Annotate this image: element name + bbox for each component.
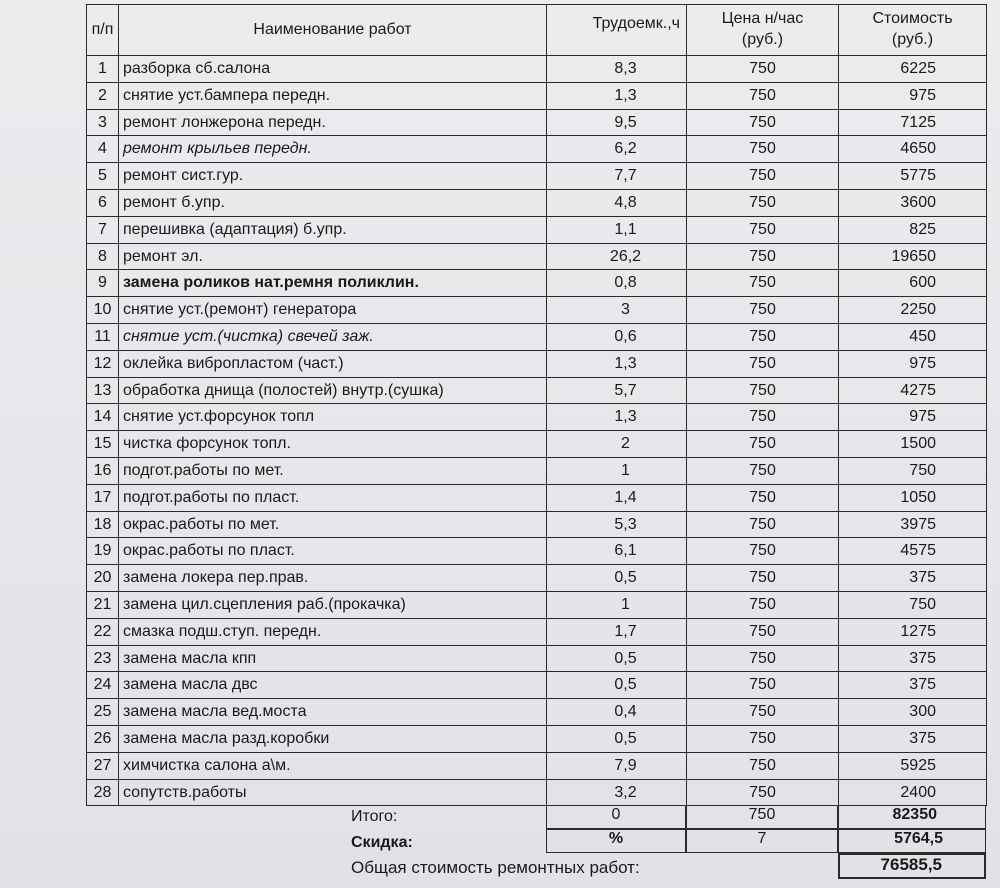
discount-unit: % — [546, 829, 686, 853]
row-cost: 975 — [839, 350, 987, 377]
row-price: 750 — [687, 82, 839, 109]
row-name: замена роликов нат.ремня поликлин. — [119, 270, 547, 297]
table-row — [87, 323, 987, 350]
table-row — [87, 136, 987, 163]
row-num: 17 — [87, 484, 119, 511]
works-table — [86, 4, 987, 806]
itogo-hours: 0 — [546, 805, 686, 829]
row-num: 8 — [87, 243, 119, 270]
row-num: 13 — [87, 377, 119, 404]
table-row — [87, 297, 987, 324]
row-hours: 0,5 — [547, 645, 687, 672]
row-name: замена масла вед.моста — [119, 699, 547, 726]
row-name: подгот.работы по пласт. — [119, 484, 547, 511]
table-row — [87, 377, 987, 404]
row-num: 28 — [87, 779, 119, 806]
row-hours: 3,2 — [547, 779, 687, 806]
table-row — [87, 431, 987, 458]
row-name: сопутств.работы — [119, 779, 547, 806]
row-price: 750 — [687, 565, 839, 592]
table-row — [87, 82, 987, 109]
row-num: 6 — [87, 189, 119, 216]
row-name: снятие уст.форсунок топл — [119, 404, 547, 431]
row-num: 14 — [87, 404, 119, 431]
table-row — [87, 725, 987, 752]
row-hours: 0,6 — [547, 323, 687, 350]
table-row — [87, 56, 987, 83]
row-hours: 4,8 — [547, 189, 687, 216]
table-row — [87, 511, 987, 538]
header-cost — [839, 5, 987, 56]
row-num: 4 — [87, 136, 119, 163]
row-price: 750 — [687, 538, 839, 565]
row-price: 750 — [687, 699, 839, 726]
row-name: замена масла кпп — [119, 645, 547, 672]
row-name: замена масла разд.коробки — [119, 725, 547, 752]
row-name: ремонт крыльев передн. — [119, 136, 547, 163]
table-header-row — [87, 5, 987, 56]
header-price-line1: Цена н/час — [721, 10, 804, 28]
row-num: 16 — [87, 457, 119, 484]
row-price: 750 — [687, 404, 839, 431]
row-cost: 750 — [839, 457, 987, 484]
row-hours: 7,9 — [547, 752, 687, 779]
row-cost: 750 — [839, 591, 987, 618]
row-num: 3 — [87, 109, 119, 136]
row-name: ремонт б.упр. — [119, 189, 547, 216]
row-cost: 975 — [839, 82, 987, 109]
row-name: замена цил.сцепления раб.(прокачка) — [119, 591, 547, 618]
row-price: 750 — [687, 297, 839, 324]
itogo-price: 750 — [686, 805, 838, 829]
row-price: 750 — [687, 323, 839, 350]
row-num: 1 — [87, 56, 119, 83]
row-num: 7 — [87, 216, 119, 243]
row-price: 750 — [687, 56, 839, 83]
itogo-cost: 82350 — [838, 805, 986, 829]
row-price: 750 — [687, 591, 839, 618]
row-cost: 2400 — [839, 779, 987, 806]
row-cost: 4650 — [839, 136, 987, 163]
row-hours: 7,7 — [547, 163, 687, 190]
table-row — [87, 752, 987, 779]
header-hours: Трудоемк.,ч — [547, 5, 687, 56]
row-num: 10 — [87, 297, 119, 324]
row-hours: 26,2 — [547, 243, 687, 270]
row-hours: 0,5 — [547, 672, 687, 699]
row-num: 21 — [87, 591, 119, 618]
row-name: замена масла двс — [119, 672, 547, 699]
row-name: окрас.работы по пласт. — [119, 538, 547, 565]
row-num: 24 — [87, 672, 119, 699]
row-cost: 600 — [839, 270, 987, 297]
table-row — [87, 672, 987, 699]
table-row — [87, 538, 987, 565]
row-price: 750 — [687, 350, 839, 377]
row-cost: 3600 — [839, 189, 987, 216]
table-row — [87, 591, 987, 618]
row-name: снятие уст.(ремонт) генератора — [119, 297, 547, 324]
table-row — [87, 779, 987, 806]
table-row — [87, 243, 987, 270]
row-name: разборка сб.салона — [119, 56, 547, 83]
table-body — [87, 56, 987, 806]
row-cost: 5775 — [839, 163, 987, 190]
discount-percent: 7 — [686, 829, 838, 853]
row-cost: 375 — [839, 725, 987, 752]
row-num: 11 — [87, 323, 119, 350]
row-name: смазка подш.ступ. передн. — [119, 618, 547, 645]
header-name: Наименование работ — [119, 5, 547, 56]
table-row — [87, 565, 987, 592]
row-cost: 1275 — [839, 618, 987, 645]
row-price: 750 — [687, 243, 839, 270]
row-hours: 0,5 — [547, 565, 687, 592]
table-row — [87, 404, 987, 431]
header-price — [687, 5, 839, 56]
row-name: ремонт лонжерона передн. — [119, 109, 547, 136]
row-hours: 0,5 — [547, 725, 687, 752]
row-name: чистка форсунок топл. — [119, 431, 547, 458]
row-name: снятие уст.бампера передн. — [119, 82, 547, 109]
row-price: 750 — [687, 672, 839, 699]
row-num: 18 — [87, 511, 119, 538]
row-cost: 375 — [839, 565, 987, 592]
row-cost: 3975 — [839, 511, 987, 538]
row-price: 750 — [687, 189, 839, 216]
row-cost: 7125 — [839, 109, 987, 136]
grand-total-label: Общая стоимость ремонтных работ: — [351, 858, 640, 877]
row-cost: 300 — [839, 699, 987, 726]
row-cost: 19650 — [839, 243, 987, 270]
row-cost: 4275 — [839, 377, 987, 404]
row-price: 750 — [687, 431, 839, 458]
header-cost-line2: (руб.) — [891, 31, 934, 48]
row-hours: 3 — [547, 297, 687, 324]
discount-label: Скидка: — [351, 834, 413, 851]
row-num: 15 — [87, 431, 119, 458]
row-name: подгот.работы по мет. — [119, 457, 547, 484]
row-price: 750 — [687, 270, 839, 297]
row-num: 19 — [87, 538, 119, 565]
row-name: окрас.работы по мет. — [119, 511, 547, 538]
row-name: обработка днища (полостей) внутр.(сушка) — [119, 377, 547, 404]
table-row — [87, 645, 987, 672]
row-hours: 1,7 — [547, 618, 687, 645]
row-hours: 5,3 — [547, 511, 687, 538]
row-cost: 450 — [839, 323, 987, 350]
row-name: замена локера пер.прав. — [119, 565, 547, 592]
row-num: 20 — [87, 565, 119, 592]
row-name: оклейка вибропластом (част.) — [119, 350, 547, 377]
grand-total-value: 76585,5 — [838, 853, 986, 879]
table-row — [87, 484, 987, 511]
itogo-label: Итого: — [351, 808, 398, 825]
row-name: ремонт эл. — [119, 243, 547, 270]
discount-amount: 5764,5 — [838, 829, 986, 853]
table-row — [87, 350, 987, 377]
row-num: 5 — [87, 163, 119, 190]
table-row — [87, 189, 987, 216]
row-price: 750 — [687, 163, 839, 190]
row-cost: 825 — [839, 216, 987, 243]
row-cost: 6225 — [839, 56, 987, 83]
header-price-line2: (руб.) — [741, 31, 784, 48]
row-num: 26 — [87, 725, 119, 752]
row-cost: 1050 — [839, 484, 987, 511]
row-price: 750 — [687, 645, 839, 672]
table-row — [87, 270, 987, 297]
header-cost-line1: Стоимость — [872, 10, 953, 28]
table-row — [87, 457, 987, 484]
row-hours: 9,5 — [547, 109, 687, 136]
row-hours: 1,4 — [547, 484, 687, 511]
row-price: 750 — [687, 136, 839, 163]
row-num: 2 — [87, 82, 119, 109]
row-hours: 8,3 — [547, 56, 687, 83]
row-num: 12 — [87, 350, 119, 377]
row-hours: 1,3 — [547, 350, 687, 377]
header-num: п/п — [87, 5, 119, 56]
row-name: ремонт сист.гур. — [119, 163, 547, 190]
row-price: 750 — [687, 511, 839, 538]
row-cost: 375 — [839, 672, 987, 699]
table-row — [87, 618, 987, 645]
row-name: химчистка салона а\м. — [119, 752, 547, 779]
row-name: снятие уст.(чистка) свечей заж. — [119, 323, 547, 350]
row-hours: 1,3 — [547, 404, 687, 431]
row-hours: 1 — [547, 591, 687, 618]
row-price: 750 — [687, 752, 839, 779]
row-hours: 2 — [547, 431, 687, 458]
table-row — [87, 699, 987, 726]
table-row — [87, 216, 987, 243]
row-price: 750 — [687, 618, 839, 645]
row-price: 750 — [687, 109, 839, 136]
row-hours: 6,2 — [547, 136, 687, 163]
row-cost: 2250 — [839, 297, 987, 324]
row-num: 22 — [87, 618, 119, 645]
row-price: 750 — [687, 484, 839, 511]
row-cost: 375 — [839, 645, 987, 672]
row-price: 750 — [687, 779, 839, 806]
row-price: 750 — [687, 457, 839, 484]
row-hours: 1,1 — [547, 216, 687, 243]
row-hours: 1 — [547, 457, 687, 484]
row-hours: 0,8 — [547, 270, 687, 297]
row-cost: 5925 — [839, 752, 987, 779]
row-hours: 5,7 — [547, 377, 687, 404]
row-cost: 975 — [839, 404, 987, 431]
row-cost: 1500 — [839, 431, 987, 458]
row-hours: 0,4 — [547, 699, 687, 726]
row-name: перешивка (адаптация) б.упр. — [119, 216, 547, 243]
row-price: 750 — [687, 725, 839, 752]
row-hours: 6,1 — [547, 538, 687, 565]
row-num: 23 — [87, 645, 119, 672]
row-price: 750 — [687, 216, 839, 243]
row-num: 27 — [87, 752, 119, 779]
table-row — [87, 109, 987, 136]
row-num: 25 — [87, 699, 119, 726]
table-row — [87, 163, 987, 190]
row-hours: 1,3 — [547, 82, 687, 109]
row-num: 9 — [87, 270, 119, 297]
row-price: 750 — [687, 377, 839, 404]
row-cost: 4575 — [839, 538, 987, 565]
